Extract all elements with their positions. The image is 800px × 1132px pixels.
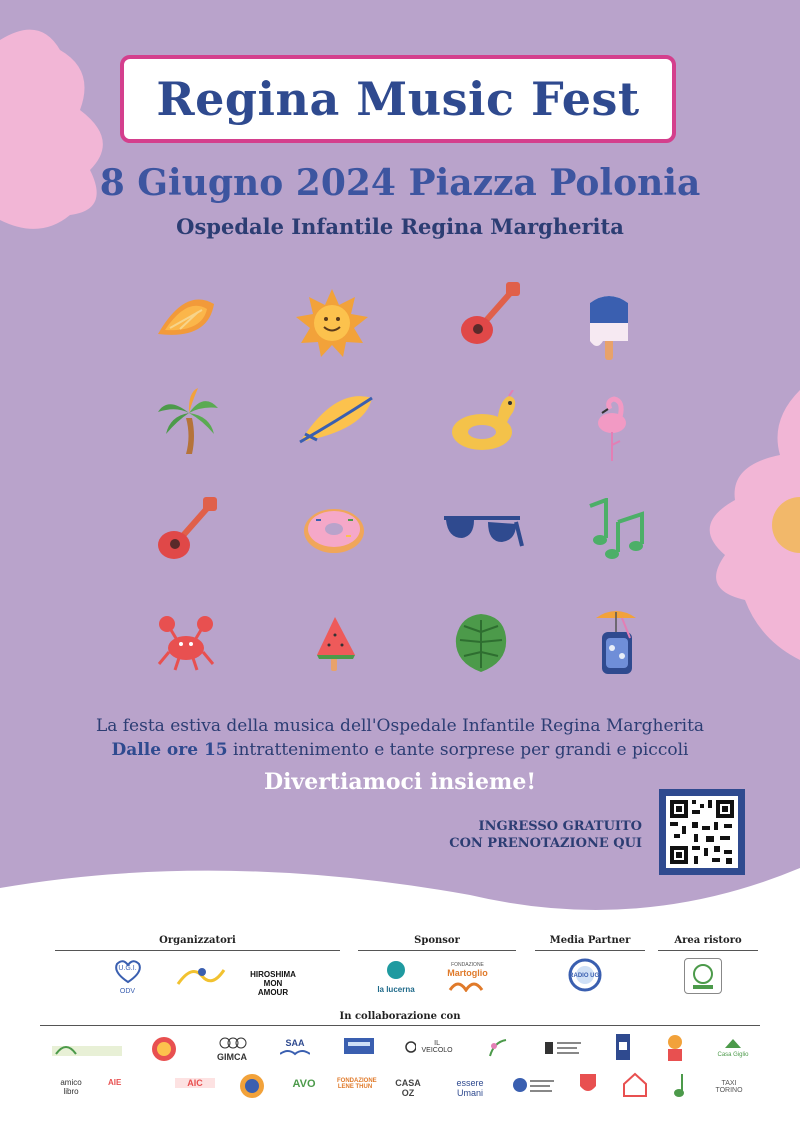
martoglio-logo bbox=[440, 962, 495, 997]
area-ristoro-icon bbox=[685, 959, 721, 993]
casaoz-logo: CASA OZ bbox=[395, 1078, 421, 1098]
casa-giglio-icon bbox=[723, 1036, 743, 1050]
casa-giglio-logo bbox=[715, 1036, 751, 1058]
music-notes-icon bbox=[580, 498, 652, 562]
surfboard-icon bbox=[295, 392, 375, 452]
saa-logo bbox=[280, 1038, 310, 1058]
sponsor-heading: Sponsor bbox=[414, 935, 460, 946]
entry-free: INGRESSO GRATUITO bbox=[478, 819, 642, 834]
qr-code[interactable] bbox=[659, 789, 745, 875]
saa-wave-icon bbox=[280, 1048, 310, 1056]
lucerna-logo bbox=[376, 960, 416, 994]
partner-book-icon bbox=[342, 1036, 376, 1058]
partner-shield-icon bbox=[576, 1072, 600, 1098]
martoglio-icon bbox=[448, 978, 488, 992]
partner-badge-icon bbox=[238, 1072, 266, 1100]
partner-sport-center-icon bbox=[512, 1074, 556, 1096]
sunglasses-icon bbox=[442, 512, 524, 552]
popsicle-icon bbox=[585, 293, 635, 363]
partner-flag-icon bbox=[614, 1032, 632, 1062]
organizer-association-logo bbox=[170, 962, 230, 997]
orange-slice-icon bbox=[150, 292, 220, 352]
food-heading: Area ristoro bbox=[674, 935, 742, 946]
tropical-drink-icon bbox=[592, 608, 640, 678]
venue-name: Ospedale Infantile Regina Margherita bbox=[176, 214, 624, 239]
festival-title: Regina Music Fest bbox=[156, 72, 640, 126]
ugi-logo bbox=[105, 958, 150, 995]
area-ristoro-logo bbox=[684, 958, 722, 994]
hiroshima-top: HIROSHIMA bbox=[250, 970, 296, 979]
inflatable-unicorn-icon bbox=[447, 390, 522, 455]
ukulele-2-icon bbox=[152, 495, 222, 567]
sun-icon bbox=[295, 287, 370, 357]
description-line-1: La festa estiva della musica dell'Ospedale Infantile Regina Margherita bbox=[95, 716, 705, 736]
veicolo-name: IL VEICOLO bbox=[421, 1040, 453, 1054]
hiroshima-bottom: MON AMOUR bbox=[257, 979, 289, 997]
watermelon-popsicle-icon bbox=[315, 615, 357, 673]
veicolo-icon bbox=[405, 1041, 416, 1053]
lucerna-name: la lucerna bbox=[377, 985, 415, 994]
organizer-association-icon bbox=[172, 962, 228, 992]
saa-name: SAA bbox=[285, 1038, 305, 1048]
partner-foundation-icon bbox=[543, 1036, 583, 1060]
food-divider bbox=[658, 950, 758, 951]
martoglio-top: FONDAZIONE bbox=[451, 962, 484, 968]
description-line-2 bbox=[0, 740, 800, 760]
veicolo-logo bbox=[405, 1040, 455, 1054]
gimca-icon bbox=[217, 1036, 247, 1050]
entry-info bbox=[420, 818, 642, 852]
ukulele-icon bbox=[455, 280, 525, 352]
avo-logo: AVO bbox=[292, 1078, 316, 1090]
media-heading: Media Partner bbox=[549, 935, 631, 946]
gimca-name: GIMCA bbox=[217, 1052, 247, 1062]
lene-thun-logo: FONDAZIONE LENE THUN bbox=[337, 1078, 377, 1090]
partner-house-icon bbox=[620, 1070, 650, 1100]
organizers-divider bbox=[55, 950, 340, 951]
entry-booking: CON PRENOTAZIONE QUI bbox=[449, 836, 642, 851]
qr-code-pattern bbox=[666, 796, 738, 868]
essere-umani-logo: essere Umani bbox=[456, 1078, 484, 1098]
monstera-leaf-icon bbox=[452, 612, 510, 674]
flamingo-icon bbox=[590, 395, 635, 465]
start-time: Dalle ore 15 bbox=[111, 740, 228, 760]
gimca-logo bbox=[212, 1036, 252, 1062]
palm-tree-icon bbox=[158, 388, 218, 456]
radio-ugi-logo bbox=[565, 958, 605, 979]
collaboration-divider bbox=[40, 1025, 760, 1026]
partner-volunteers-icon bbox=[52, 1040, 122, 1060]
description-line-2-rest: intrattenimento e tante sorprese per grandi e piccoli bbox=[227, 740, 689, 760]
qr-icon bbox=[666, 796, 738, 868]
ugi-odv: ODV bbox=[119, 988, 136, 995]
date-location: 8 Giugno 2024 Piazza Polonia bbox=[99, 162, 701, 204]
collaboration-heading: In collaborazione con bbox=[339, 1011, 461, 1022]
lucerna-icon bbox=[386, 960, 406, 980]
media-divider bbox=[535, 950, 645, 951]
organizers-heading: Organizzatori bbox=[159, 935, 236, 946]
casa-giglio-name: Casa Giglio bbox=[717, 1052, 749, 1058]
partner-mascot-icon bbox=[660, 1032, 690, 1064]
partner-seal-icon bbox=[148, 1036, 180, 1062]
partner-note-icon bbox=[672, 1072, 690, 1100]
aie-logo: AIE bbox=[108, 1078, 122, 1087]
slogan: Divertiamoci insieme! bbox=[264, 769, 536, 795]
donut-icon bbox=[302, 505, 367, 555]
martoglio-name: Martoglio bbox=[447, 968, 488, 978]
amico-libro-logo: amico libro bbox=[60, 1078, 82, 1096]
crab-icon bbox=[155, 612, 217, 672]
hiroshima-logo bbox=[248, 970, 298, 997]
taxi-torino-logo: TAXI TORINO bbox=[715, 1080, 743, 1094]
aic-logo: AIC bbox=[175, 1078, 215, 1088]
radio-ugi-name: RADIO UGI bbox=[569, 973, 601, 979]
partner-plant-icon bbox=[484, 1036, 514, 1060]
sponsor-divider bbox=[358, 950, 516, 951]
title-banner bbox=[120, 55, 676, 143]
ugi-name: U.G.I. bbox=[118, 965, 137, 972]
